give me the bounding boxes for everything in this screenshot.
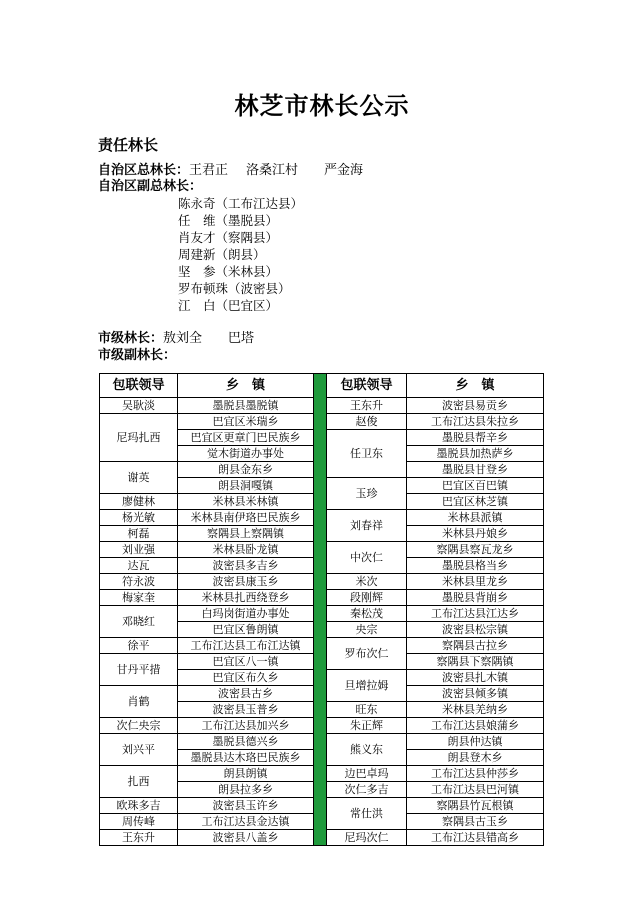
leader-cell: 甘丹平措: [100, 654, 178, 686]
town-cell: 觉木街道办事处: [178, 446, 314, 462]
leader-cell: 熊义东: [327, 734, 407, 766]
region-chief-line: [98, 163, 363, 179]
table-row: [327, 590, 544, 606]
leader-cell: 达瓦: [100, 558, 178, 574]
leader-table-right: [326, 373, 544, 846]
city-chief-name: 敖刘全: [163, 331, 203, 346]
town-cell: 米林县卧龙镇: [178, 542, 314, 558]
town-cell: 工布江达县错高乡: [407, 830, 544, 846]
region-deputy-label: 自治区副总林长：: [98, 179, 203, 194]
town-cell: 工布江达县工布江达镇: [178, 638, 314, 654]
leader-cell: 谢英: [100, 462, 178, 494]
leader-cell: 梅家奎: [100, 590, 178, 606]
town-cell: 工布江达县朱拉乡: [407, 414, 544, 430]
header-town: 乡 镇: [178, 374, 314, 398]
town-cell: 察隅县下察隅镇: [407, 654, 544, 670]
town-cell: 墨脱县加热萨乡: [407, 446, 544, 462]
town-cell: 墨脱县背崩乡: [407, 590, 544, 606]
table-row: [327, 542, 544, 558]
town-cell: 朗县朗镇: [178, 766, 314, 782]
leader-cell: 旺东: [327, 702, 407, 718]
town-cell: 朗县登木乡: [407, 750, 544, 766]
header-leader: 包联领导: [100, 374, 178, 398]
leader-cell: 吴耿淡: [100, 398, 178, 414]
table-row: [327, 702, 544, 718]
town-cell: 朗县拉多乡: [178, 782, 314, 798]
table-row: [100, 526, 314, 542]
leader-cell: 中次仁: [327, 542, 407, 574]
leader-cell: 符永波: [100, 574, 178, 590]
table-row: [100, 414, 314, 430]
town-cell: 米林县米林镇: [178, 494, 314, 510]
leader-cell: 尼玛扎西: [100, 414, 178, 462]
table-row: [327, 766, 544, 782]
town-cell: 米林县里龙乡: [407, 574, 544, 590]
table-row: [327, 510, 544, 526]
town-cell: 米林县羌纳乡: [407, 702, 544, 718]
table-row: [100, 734, 314, 750]
table-divider: [314, 373, 326, 846]
leader-cell: 边巴卓玛: [327, 766, 407, 782]
region-deputy-name: 坚 参（米林县）: [178, 264, 279, 279]
leader-cell: 旦增拉姆: [327, 670, 407, 702]
table-row: [327, 670, 544, 686]
table-row: [327, 830, 544, 846]
town-cell: 朗县仲达镇: [407, 734, 544, 750]
table-row: [100, 766, 314, 782]
table-row: [100, 686, 314, 702]
leader-cell: 任卫东: [327, 430, 407, 478]
town-cell: 米林县南伊珞巴民族乡: [178, 510, 314, 526]
region-deputy-name: 肖友才（察隅县）: [178, 230, 279, 245]
table-row: [100, 558, 314, 574]
leader-cell: 肖鹤: [100, 686, 178, 718]
region-chief-label: 自治区总林长：: [98, 163, 190, 178]
town-cell: 波密县扎木镇: [407, 670, 544, 686]
leader-cell: 常仕洪: [327, 798, 407, 830]
table-row: [100, 574, 314, 590]
leader-cell: 扎西: [100, 766, 178, 798]
table-row: [327, 606, 544, 622]
town-cell: 工布江达县金达镇: [178, 814, 314, 830]
town-cell: 工布江达县仲莎乡: [407, 766, 544, 782]
leader-cell: 欧珠多吉: [100, 798, 178, 814]
leader-table: [99, 373, 544, 846]
leader-cell: 邓晓红: [100, 606, 178, 638]
city-chief-name: 巴塔: [228, 331, 255, 346]
leader-cell: 段刚辉: [327, 590, 407, 606]
table-row: [100, 590, 314, 606]
town-cell: 工布江达县江达乡: [407, 606, 544, 622]
region-deputy-name: 陈永奇（工布江达县）: [178, 196, 304, 211]
leader-cell: 徐平: [100, 638, 178, 654]
leader-cell: 王东升: [100, 830, 178, 846]
section-title: 责任林长: [98, 136, 159, 154]
town-cell: 白玛岗街道办事处: [178, 606, 314, 622]
leader-cell: 王东升: [327, 398, 407, 414]
leader-cell: 杨光敏: [100, 510, 178, 526]
town-cell: 巴宜区米瑞乡: [178, 414, 314, 430]
town-cell: 察隅县古玉乡: [407, 814, 544, 830]
table-row: [327, 782, 544, 798]
table-row: [327, 398, 544, 414]
town-cell: 巴宜区八一镇: [178, 654, 314, 670]
table-row: [100, 462, 314, 478]
town-cell: 波密县玉许乡: [178, 798, 314, 814]
region-chief-name: 洛桑江村: [246, 163, 299, 178]
town-cell: 墨脱县达木珞巴民族乡: [178, 750, 314, 766]
leader-cell: 罗布次仁: [327, 638, 407, 670]
page-title: 林芝市林长公示: [234, 92, 410, 120]
leader-cell: 次仁央宗: [100, 718, 178, 734]
city-chief-label: 市级林长：: [98, 331, 164, 346]
town-cell: 朗县洞嘎镇: [178, 478, 314, 494]
table-row: [327, 574, 544, 590]
leader-cell: 朱正辉: [327, 718, 407, 734]
leader-cell: 廖健林: [100, 494, 178, 510]
town-cell: 波密县古乡: [178, 686, 314, 702]
table-row: [100, 718, 314, 734]
town-cell: 工布江达县娘蒲乡: [407, 718, 544, 734]
town-cell: 米林县丹娘乡: [407, 526, 544, 542]
table-row: [327, 478, 544, 494]
region-deputy-name: 罗布顿珠（波密县）: [178, 281, 291, 296]
leader-cell: 秦松茂: [327, 606, 407, 622]
leader-cell: 央宗: [327, 622, 407, 638]
header-town: 乡 镇: [407, 374, 544, 398]
table-row: [100, 814, 314, 830]
town-cell: 察隅县竹瓦根镇: [407, 798, 544, 814]
table-row: [100, 510, 314, 526]
table-row: [100, 830, 314, 846]
table-row: [327, 414, 544, 430]
leader-cell: 赵俊: [327, 414, 407, 430]
region-deputy-line: [98, 179, 202, 195]
town-cell: 巴宜区百巴镇: [407, 478, 544, 494]
town-cell: 察隅县察瓦龙乡: [407, 542, 544, 558]
town-cell: 巴宜区更章门巴民族乡: [178, 430, 314, 446]
leader-cell: 刘兴平: [100, 734, 178, 766]
table-row: [327, 798, 544, 814]
leader-cell: 次仁多吉: [327, 782, 407, 798]
town-cell: 察隅县上察隅镇: [178, 526, 314, 542]
town-cell: 波密县多吉乡: [178, 558, 314, 574]
town-cell: 波密县康玉乡: [178, 574, 314, 590]
town-cell: 巴宜区布久乡: [178, 670, 314, 686]
header-leader: 包联领导: [327, 374, 407, 398]
town-cell: 察隅县古拉乡: [407, 638, 544, 654]
leader-cell: 周传峰: [100, 814, 178, 830]
table-row: [100, 542, 314, 558]
table-row: [327, 638, 544, 654]
table-row: [100, 654, 314, 670]
leader-cell: 米次: [327, 574, 407, 590]
town-cell: 波密县易贡乡: [407, 398, 544, 414]
town-cell: 波密县倾多镇: [407, 686, 544, 702]
region-deputy-name: 任 维（墨脱县）: [178, 213, 279, 228]
town-cell: 工布江达县巴河镇: [407, 782, 544, 798]
leader-cell: 玉珍: [327, 478, 407, 510]
town-cell: 巴宜区鲁朗镇: [178, 622, 314, 638]
town-cell: 米林县派镇: [407, 510, 544, 526]
region-deputy-name: 江 白（巴宜区）: [178, 298, 279, 313]
table-row: [100, 606, 314, 622]
town-cell: 波密县玉普乡: [178, 702, 314, 718]
town-cell: 波密县松宗镇: [407, 622, 544, 638]
town-cell: 墨脱县帮辛乡: [407, 430, 544, 446]
town-cell: 墨脱县甘登乡: [407, 462, 544, 478]
table-row: [327, 622, 544, 638]
town-cell: 波密县八盖乡: [178, 830, 314, 846]
city-deputy-label: 市级副林长：: [98, 348, 177, 363]
leader-cell: 柯磊: [100, 526, 178, 542]
town-cell: 墨脱县德兴乡: [178, 734, 314, 750]
town-cell: 巴宜区林芝镇: [407, 494, 544, 510]
town-cell: 墨脱县墨脱镇: [178, 398, 314, 414]
city-chief-line: [98, 331, 254, 347]
town-cell: 米林县扎西绕登乡: [178, 590, 314, 606]
table-row: [100, 638, 314, 654]
table-row: [327, 430, 544, 446]
leader-table-left: [99, 373, 314, 846]
town-cell: 工布江达县加兴乡: [178, 718, 314, 734]
leader-cell: 刘业强: [100, 542, 178, 558]
table-row: [100, 494, 314, 510]
leader-cell: 尼玛次仁: [327, 830, 407, 846]
region-chief-name: 严金海: [324, 163, 364, 178]
city-deputy-line: [98, 348, 176, 364]
town-cell: 墨脱县格当乡: [407, 558, 544, 574]
town-cell: 朗县金东乡: [178, 462, 314, 478]
region-deputy-name: 周建新（朗县）: [178, 247, 266, 262]
table-row: [327, 718, 544, 734]
table-row: [100, 798, 314, 814]
region-chief-name: 王君正: [189, 163, 229, 178]
leader-cell: 刘春祥: [327, 510, 407, 542]
table-row: [327, 734, 544, 750]
table-row: [100, 398, 314, 414]
